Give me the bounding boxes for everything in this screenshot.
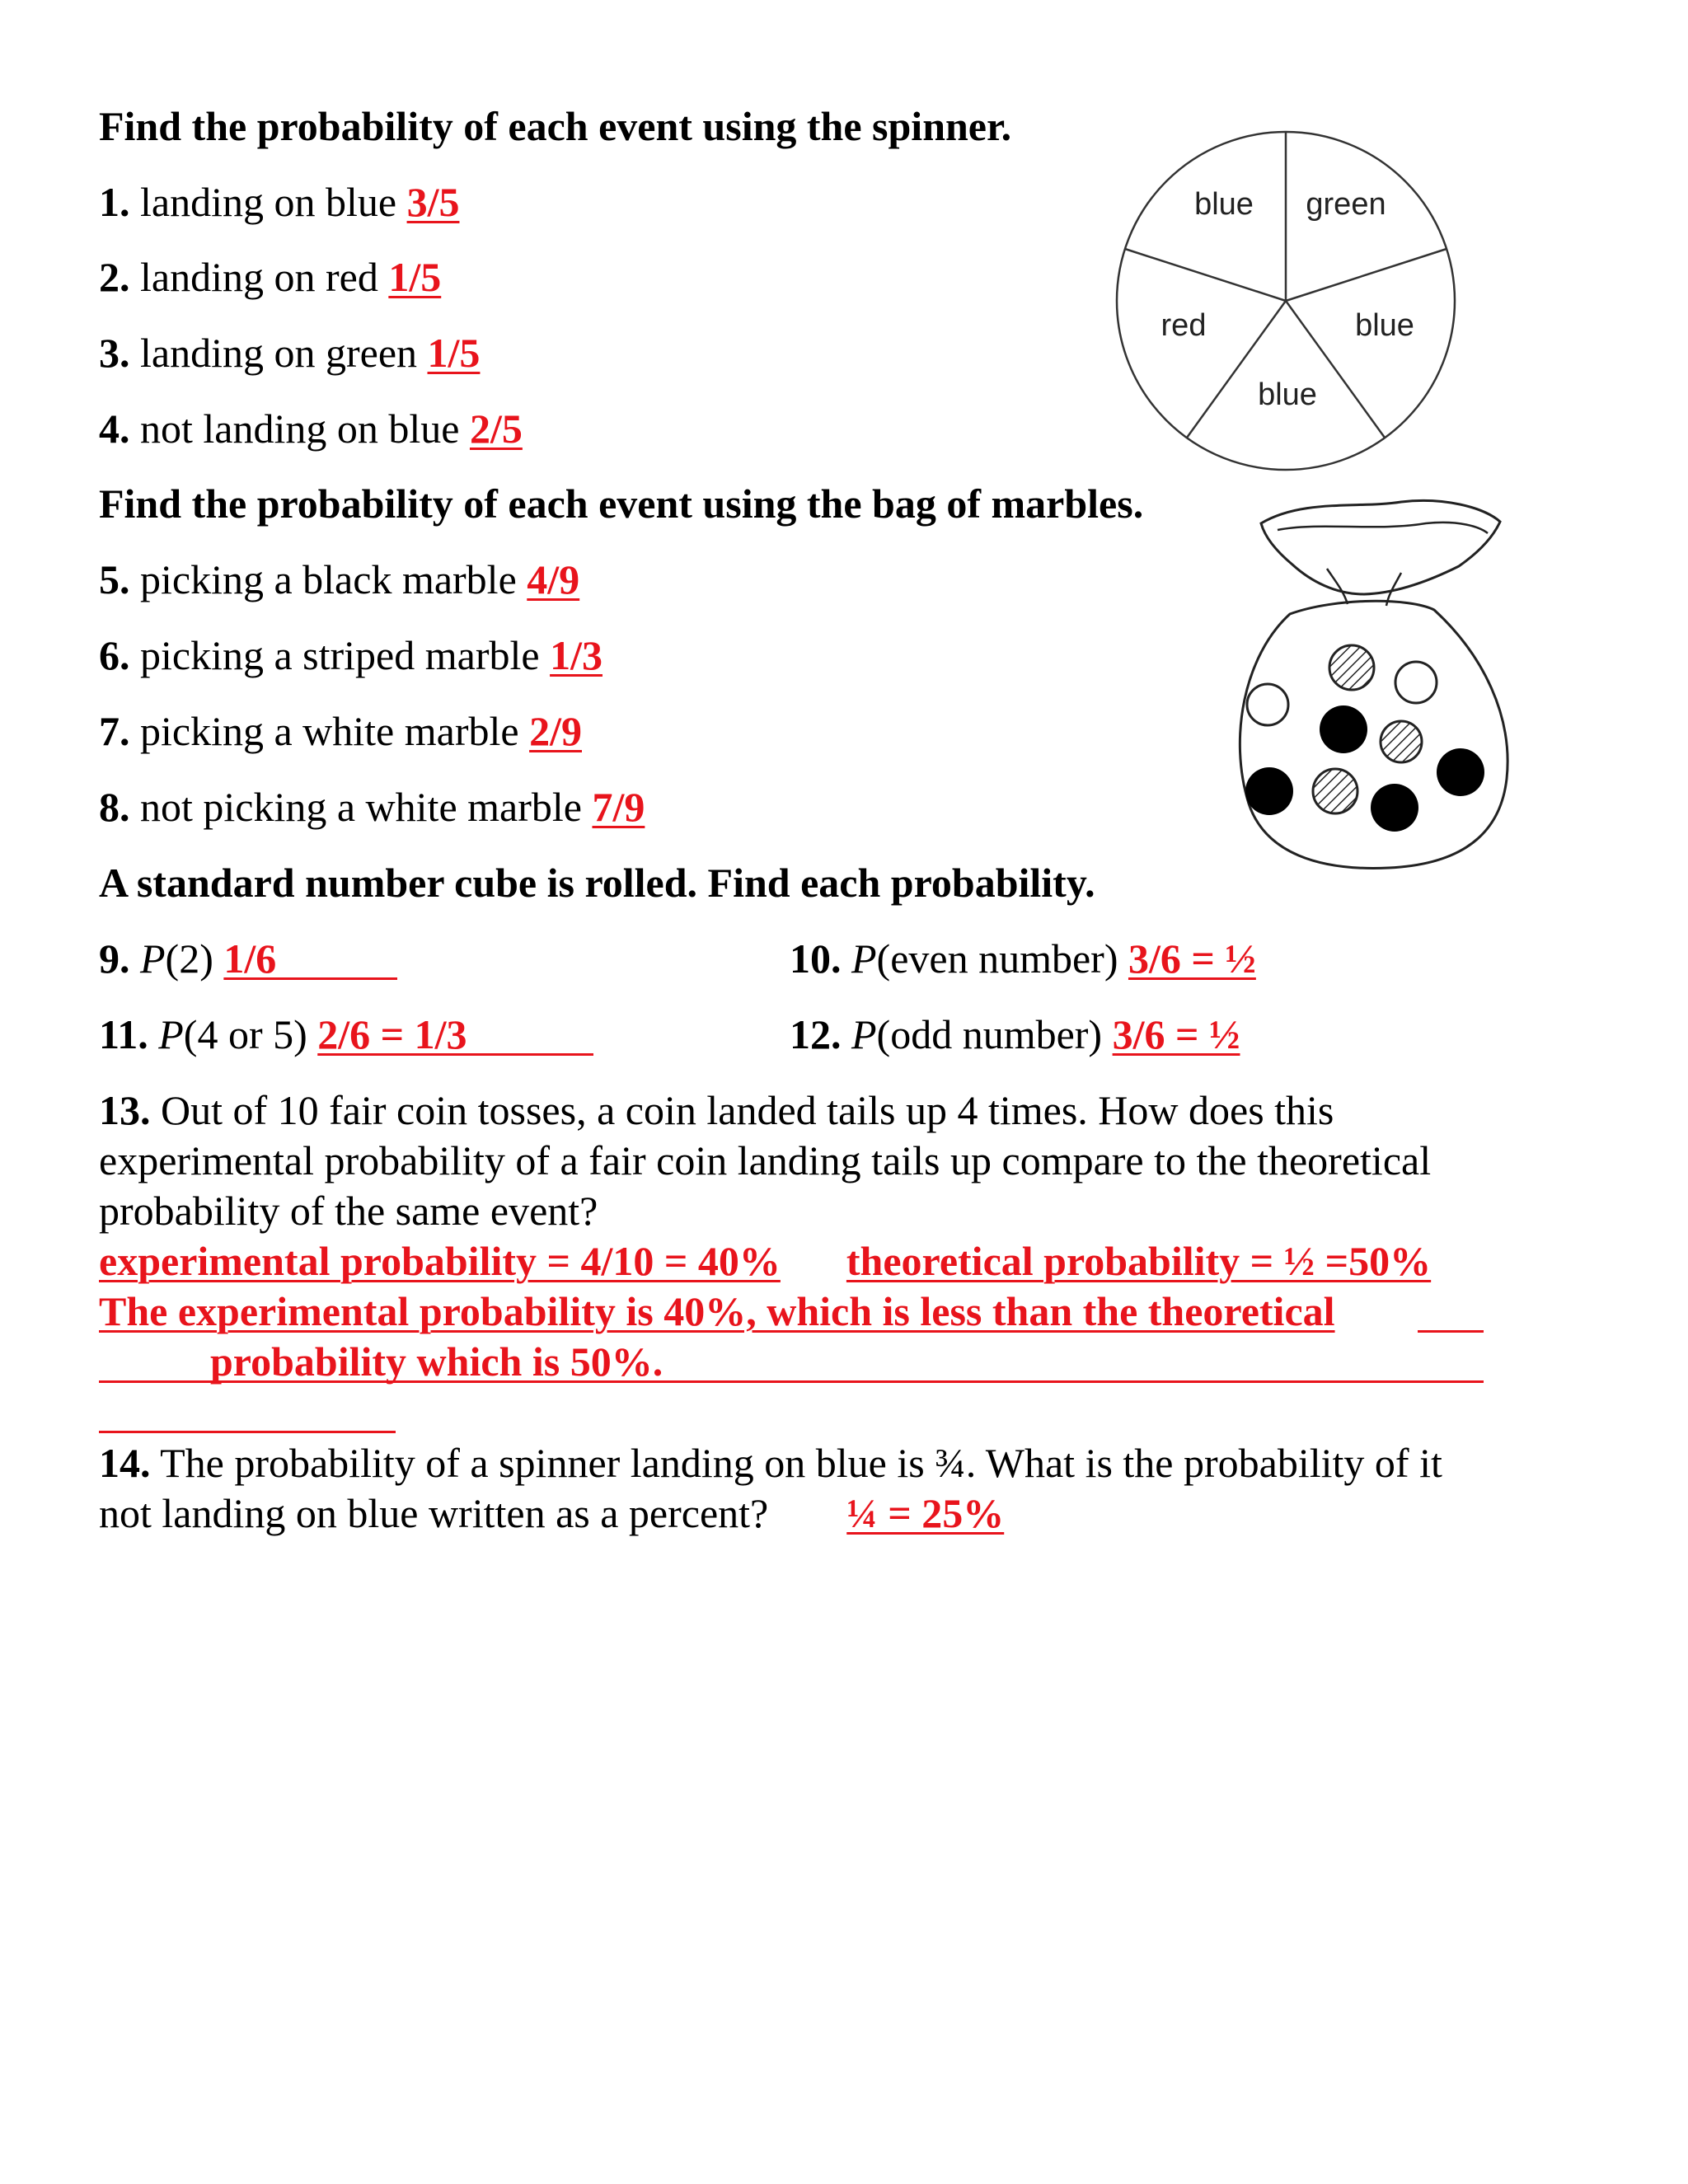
black-marble bbox=[1320, 705, 1367, 753]
answer-4: 2/5 bbox=[469, 405, 523, 452]
answer-13-experimental: experimental probability = 4/10 = 40% bbox=[99, 1238, 781, 1284]
spinner-label-green: green bbox=[1306, 187, 1386, 222]
question-12: 12. P(odd number) 3/6 = ½ bbox=[790, 1011, 1240, 1057]
question-3: 3. landing on green 1/5 bbox=[99, 330, 481, 376]
question-5: 5. picking a black marble 4/9 bbox=[99, 556, 580, 602]
answer-11-blank bbox=[330, 1053, 593, 1056]
bag-top bbox=[1261, 500, 1500, 594]
striped-marble bbox=[1313, 769, 1357, 813]
answer-12: 3/6 = ½ bbox=[1112, 1011, 1240, 1057]
section1-heading: Find the probability of each event using the spinner. bbox=[99, 103, 1012, 149]
question-1: 1. landing on blue 3/5 bbox=[99, 179, 460, 225]
answer-2: 1/5 bbox=[388, 254, 442, 300]
striped-marble bbox=[1329, 645, 1374, 690]
spinner-label-red: red bbox=[1160, 308, 1207, 343]
question-6: 6. picking a striped marble 1/3 bbox=[99, 632, 603, 678]
answer-13-blank bbox=[99, 1431, 396, 1433]
spinner-label-blue-right: blue bbox=[1355, 308, 1414, 343]
answer-11: 2/6 = 1/3 bbox=[317, 1011, 467, 1057]
answer-1: 3/5 bbox=[406, 179, 460, 225]
answer-6: 1/3 bbox=[550, 632, 603, 678]
answer-13-comparison-line2: probability which is 50%. bbox=[210, 1338, 663, 1385]
answer-9: 1/6 bbox=[223, 935, 277, 982]
answer-10: 3/6 = ½ bbox=[1128, 935, 1256, 982]
question-11: 11. P(4 or 5) 2/6 = 1/3 bbox=[99, 1011, 467, 1057]
black-marble bbox=[1371, 784, 1418, 832]
question-9: 9. P(2) 1/6 bbox=[99, 935, 277, 982]
answer-14: ¼ = 25% bbox=[846, 1490, 1005, 1536]
question-2: 2. landing on red 1/5 bbox=[99, 254, 442, 300]
white-marble bbox=[1395, 662, 1437, 703]
black-marble bbox=[1245, 767, 1293, 815]
section3-heading: A standard number cube is rolled. Find each probability. bbox=[99, 860, 1095, 906]
bag-body bbox=[1240, 601, 1507, 868]
answer-8: 7/9 bbox=[592, 784, 645, 830]
white-marble bbox=[1247, 684, 1288, 725]
section2-heading: Find the probability of each event using the bag of marbles. bbox=[99, 480, 1144, 527]
question-4: 4. not landing on blue 2/5 bbox=[99, 405, 523, 452]
answer-13-comparison-line1: The experimental probability is 40%, which is less than the theoretical bbox=[99, 1288, 1335, 1334]
question-13: 13. Out of 10 fair coin tosses, a coin landed tails up 4 times. How does this experimental probability of a fair coin landing tails up compare to the theoretical probability of the same event? experimental probability = 4/10 = 40% theoretical probability = ½ =50% The experimental probability is 40%, which is less than the theoretical probability which is 50%. bbox=[99, 1085, 1582, 1387]
black-marble bbox=[1437, 748, 1484, 796]
question-7: 7. picking a white marble 2/9 bbox=[99, 708, 582, 754]
answer-13-blank bbox=[99, 1380, 1484, 1383]
spinner-label-blue-top: blue bbox=[1194, 187, 1254, 222]
marble-bag-figure bbox=[1212, 490, 1525, 886]
spinner-label-blue-bottom: blue bbox=[1258, 377, 1317, 412]
question-10: 10. P(even number) 3/6 = ½ bbox=[790, 935, 1256, 982]
answer-5: 4/9 bbox=[527, 556, 580, 602]
answer-3: 1/5 bbox=[427, 330, 481, 376]
striped-marble bbox=[1381, 721, 1422, 762]
question-8: 8. not picking a white marble 7/9 bbox=[99, 784, 645, 830]
answer-9-blank bbox=[231, 977, 397, 980]
question-14: 14. The probability of a spinner landing on blue is ¾. What is the probability of it not landing on blue written as a percent? ¼ = 25% bbox=[99, 1440, 1442, 1536]
answer-13-blank bbox=[1418, 1330, 1484, 1333]
answer-13-theoretical: theoretical probability = ½ =50% bbox=[846, 1238, 1432, 1284]
answer-7: 2/9 bbox=[529, 708, 582, 754]
spinner-figure bbox=[1104, 120, 1467, 482]
